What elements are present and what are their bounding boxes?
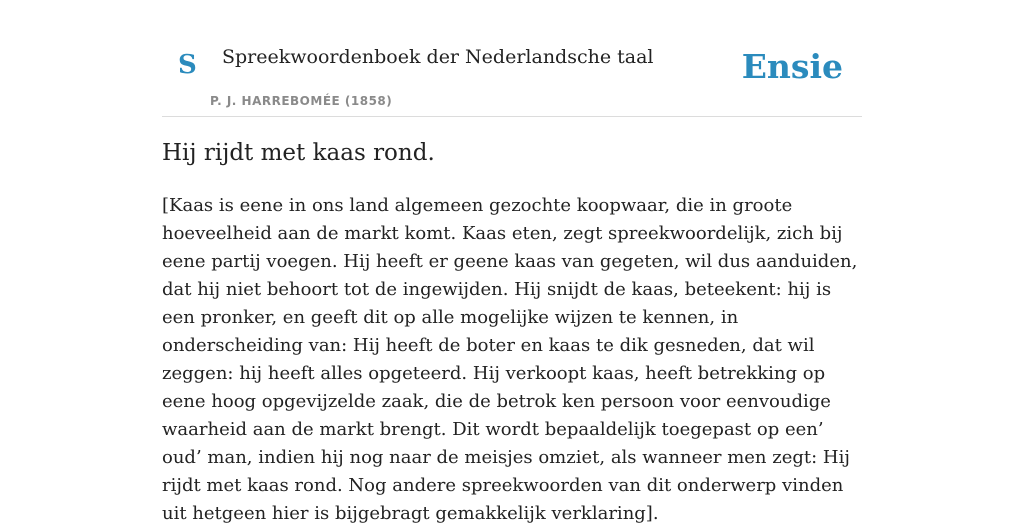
book-title[interactable]: Spreekwoordenboek der Nederlandsche taal <box>222 46 654 68</box>
header <box>162 0 862 117</box>
brand-logo[interactable]: Ensie <box>741 47 843 86</box>
entry-body: [Kaas is eene in ons land algemeen gezochte koopwaar, die in groote hoeveelheid aan de markt komt. Kaas eten, zegt spreekwoordelijk, zich bij eene partij voegen. Hij heeft er geene kaas van gegeten, wil dus aanduiden, dat hij niet behoort tot de ingewijden. Hij snijdt de kaas, beteekent: hij is een pronker, en geeft dit op alle mogelijke wijzen te kennen, in onderscheiding van: Hij heeft de boter en kaas te dik gesneden, dat wil zeggen: hij heeft alles opgeteerd. Hij verkoopt kaas, heeft betrekking op eene hoog opgevijzelde zaak, die de betrok ken persoon voor eenvoudige waarheid aan de markt brengt. Dit wordt bepaaldelijk toegepast op een’ oud’ man, indien hij nog naar de meisjes omziet, als wanneer men zegt: Hij rijdt met kaas rond. Nog andere spreekwoorden van dit onderwerp vinden uit hetgeen hier is bijgebragt gemakkelijk verklaring]. <box>162 195 858 524</box>
book-author: P. J. HARREBOMÉE (1858) <box>210 94 393 108</box>
entry-headword: Hij rijdt met kaas rond. <box>162 140 435 166</box>
book-logo[interactable]: S <box>178 50 197 80</box>
